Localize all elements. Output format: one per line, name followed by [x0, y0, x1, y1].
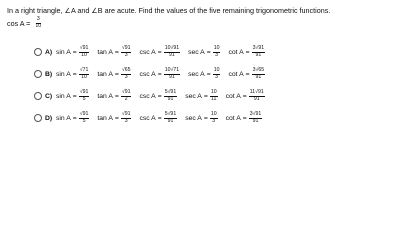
fraction	[121, 90, 132, 102]
denominator: 10	[81, 73, 87, 80]
choice-terms	[56, 68, 273, 80]
denominator: 3	[212, 117, 216, 124]
numerator: √71	[79, 67, 89, 74]
choice-a[interactable]	[34, 41, 387, 63]
denominator: 91	[255, 73, 262, 80]
fn-label: sec A	[185, 92, 202, 100]
choice-b[interactable]	[34, 63, 387, 85]
numerator: 10	[210, 89, 217, 96]
term-sin: sin A = $\frac{√71}{10}$	[56, 67, 89, 80]
choice-letter: C)	[45, 92, 53, 100]
denominator: 2	[124, 95, 128, 102]
term-tan: tan A = $\frac{√91}{3}$	[97, 111, 131, 124]
term-tan: tan A = $\frac{√91}{2}$	[97, 89, 131, 102]
fraction	[210, 112, 218, 124]
fraction	[164, 68, 180, 80]
denominator: 5	[82, 95, 86, 102]
term-sec: sec A = $\frac{10}{3}$	[185, 111, 217, 124]
denominator: 91	[169, 73, 175, 80]
fraction	[164, 112, 178, 124]
fn-label: tan A	[97, 48, 113, 56]
numerator: √91	[121, 45, 131, 52]
fraction	[213, 68, 221, 80]
given-value	[7, 17, 387, 29]
fraction	[249, 112, 263, 124]
denominator: 3	[124, 117, 128, 124]
fn-label: sec A	[185, 114, 202, 122]
numerator: √91	[121, 89, 131, 96]
term-cot: cot A = $\frac{3√65}{91}$	[228, 67, 265, 80]
fn-label: csc A	[139, 70, 156, 78]
numerator: 10	[213, 67, 220, 74]
answer-choices	[7, 41, 387, 129]
numerator: 10	[210, 111, 217, 118]
numerator: 5√91	[164, 89, 177, 96]
fraction	[121, 112, 132, 124]
fraction	[79, 68, 90, 80]
choice-d[interactable]	[34, 107, 387, 129]
denominator: 91	[169, 51, 175, 58]
fraction	[164, 90, 178, 102]
fraction	[121, 46, 132, 58]
denominator: 91	[255, 51, 262, 58]
term-sec: sec A = $\frac{10}{11}$	[185, 89, 217, 102]
term-cot: cot A = $\frac{3√91}{91}$	[228, 45, 265, 58]
radio-button-b[interactable]	[34, 70, 42, 78]
numerator: √91	[79, 45, 89, 52]
fn-label: cot A	[225, 114, 241, 122]
fn-label: tan A	[97, 114, 113, 122]
fn-label: tan A	[97, 70, 113, 78]
term-cot: cot A = $\frac{11√91}{91}$	[225, 89, 264, 102]
fn-label: sin A	[56, 92, 71, 100]
numerator: 3√65	[252, 67, 265, 74]
term-csc: csc A = $\frac{5√91}{91}$	[139, 89, 177, 102]
numerator: 10	[213, 45, 220, 52]
given-denominator: 10	[35, 22, 42, 29]
numerator: 3√91	[249, 111, 262, 118]
term-sec: sec A = $\frac{10}{3}$	[188, 45, 220, 58]
fn-label: sec A	[188, 70, 205, 78]
numerator: √91	[121, 111, 131, 118]
term-sin: sin A = $\frac{√91}{5}$	[56, 89, 89, 102]
fn-label: sin A	[56, 114, 71, 122]
fraction	[249, 90, 265, 102]
numerator: 10√91	[164, 45, 180, 52]
fn-label: sin A	[56, 48, 71, 56]
fn-label: sin A	[56, 70, 71, 78]
choice-terms	[56, 90, 273, 102]
fraction	[164, 46, 180, 58]
numerator: 3√91	[252, 45, 265, 52]
numerator: 11√91	[249, 89, 264, 96]
denominator: 5	[82, 117, 86, 124]
fraction	[121, 68, 132, 80]
denominator: 91	[253, 95, 260, 102]
choice-letter: D)	[45, 114, 53, 122]
choice-terms	[56, 112, 270, 124]
choice-c[interactable]	[34, 85, 387, 107]
fraction	[210, 90, 218, 102]
given-label: cos A =	[7, 18, 31, 28]
term-sin: sin A = $\frac{√91}{5}$	[56, 111, 89, 124]
denominator: 91	[167, 95, 174, 102]
radio-button-c[interactable]	[34, 92, 42, 100]
given-fraction	[34, 17, 42, 29]
term-sin: sin A = $\frac{√91}{10}$	[56, 45, 89, 58]
term-csc: csc A = $\frac{5√91}{91}$	[139, 111, 177, 124]
fraction	[79, 90, 90, 102]
term-tan: tan A = $\frac{√91}{3}$	[97, 45, 131, 58]
denominator: 3	[215, 51, 219, 58]
term-cot: cot A = $\frac{3√91}{91}$	[225, 111, 262, 124]
numerator: √65	[121, 67, 131, 74]
term-csc: csc A = $\frac{10√71}{91}$	[139, 67, 180, 80]
numerator: 5√91	[164, 111, 177, 118]
fn-label: tan A	[97, 92, 113, 100]
fraction	[213, 46, 221, 58]
numerator: √91	[79, 89, 89, 96]
term-tan: tan A = $\frac{√65}{3}$	[97, 67, 131, 80]
term-csc: csc A = $\frac{10√91}{91}$	[139, 45, 180, 58]
fn-label: cot A	[225, 92, 241, 100]
fn-label: csc A	[139, 48, 156, 56]
choice-terms	[56, 46, 273, 58]
radio-button-a[interactable]	[34, 48, 42, 56]
fraction	[79, 46, 90, 58]
choice-letter: B)	[45, 70, 53, 78]
fraction	[79, 112, 90, 124]
denominator: 3	[215, 73, 219, 80]
denominator: 91	[252, 117, 259, 124]
denominator: 3	[124, 73, 128, 80]
numerator: 10√71	[164, 67, 180, 74]
numerator: √91	[79, 111, 89, 118]
denominator: 10	[81, 51, 87, 58]
fraction	[252, 68, 266, 80]
fn-label: cot A	[228, 70, 244, 78]
fn-label: cot A	[228, 48, 244, 56]
denominator: 3	[124, 51, 128, 58]
fn-label: sec A	[188, 48, 205, 56]
term-sec: sec A = $\frac{10}{3}$	[188, 67, 220, 80]
radio-button-d[interactable]	[34, 114, 42, 122]
denominator: 11	[211, 95, 217, 102]
denominator: 91	[167, 117, 174, 124]
fn-label: csc A	[139, 92, 156, 100]
question-instruction: In a right triangle, ∠A and ∠B are acute. Find the values of the five remaining trigonometric functions.	[7, 6, 331, 15]
fn-label: csc A	[139, 114, 156, 122]
fraction	[252, 46, 266, 58]
given-numerator: 3	[36, 16, 40, 22]
choice-letter: A)	[45, 48, 53, 56]
